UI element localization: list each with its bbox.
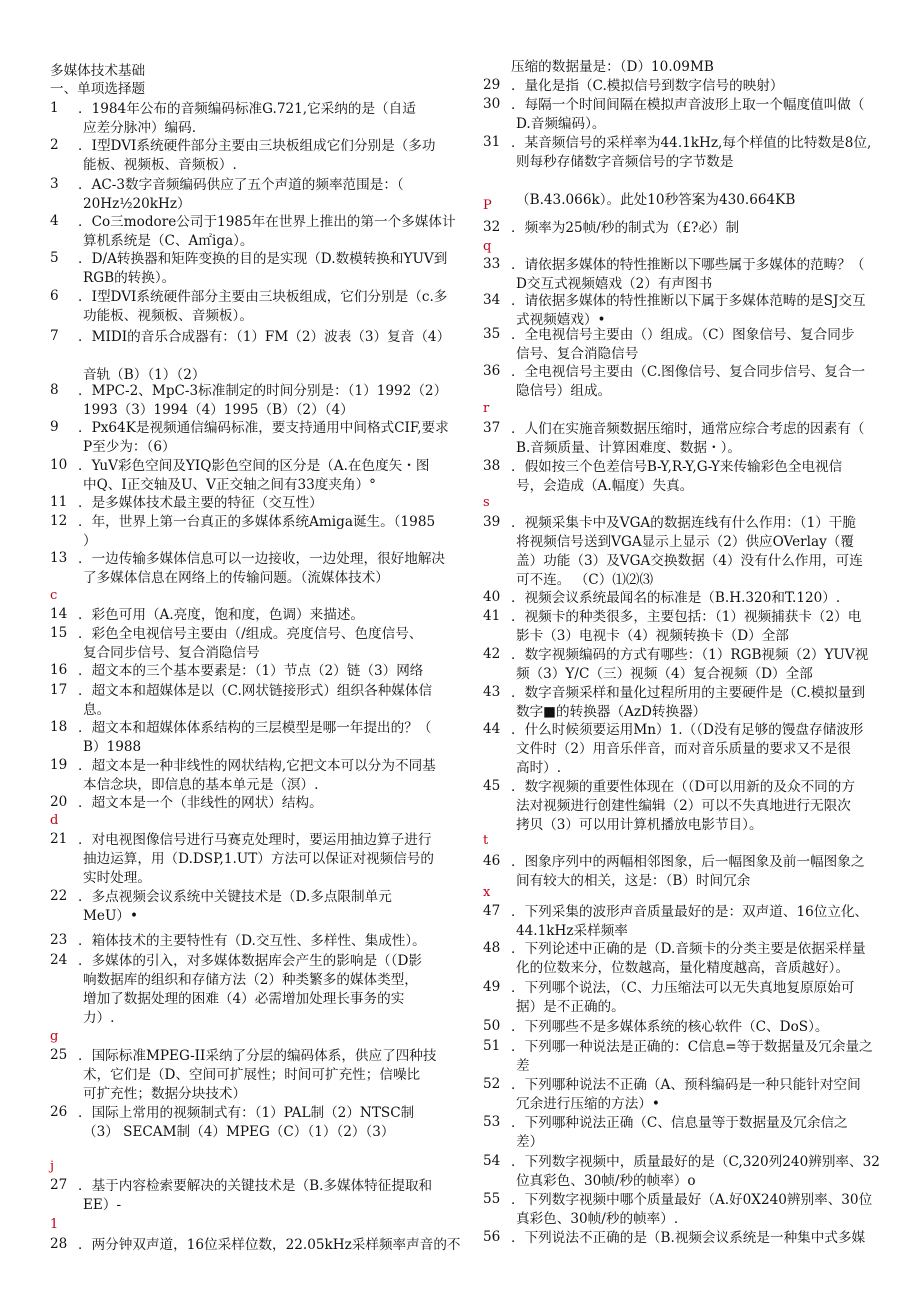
- question-number: 11: [50, 494, 68, 510]
- question-number: 15: [50, 625, 68, 641]
- question-line: 44.1kHz采样频率: [516, 923, 628, 939]
- question-line: ．每隔一个时间间隔在模拟声音波形上取一个幅度值叫做（: [511, 97, 865, 113]
- question-number: 49: [483, 979, 501, 995]
- question-line: ．年，世界上第一台真正的多媒体系统Amiga诞生。（1985: [78, 514, 436, 530]
- question-line: ．I型DVI系统硬件部分主要由三块板组成它们分别是（多功: [78, 138, 436, 154]
- question-number: 14: [50, 606, 68, 622]
- question-line: （3） SECAM制（4）MPEG（C）（1）（2）（3）: [83, 1124, 395, 1140]
- question-line: ．量化是指（C.模拟信号到数字信号的映射）: [511, 78, 784, 94]
- question-number: 17: [50, 682, 68, 698]
- question-number: 44: [483, 721, 501, 737]
- question-number: 51: [483, 1038, 501, 1054]
- question-line: ．数字视频的重要性体现在（（D可以用新的及众不同的方: [511, 779, 855, 795]
- question-line: 数字■的转换器（AzD转换器）: [516, 704, 707, 720]
- question-number: 40: [483, 589, 501, 605]
- question-line: ．下列说法不正确的是（B.视频会议系统是一种集中式多媒: [511, 1230, 866, 1246]
- question-number: 55: [483, 1191, 501, 1207]
- question-line: 增加了数据处理的困难（4）必需增加处理长事务的实: [83, 991, 405, 1007]
- question-line: 了多媒体信息在网络上的传输问题。（流媒体技术）: [83, 570, 389, 586]
- question-number: 42: [483, 646, 501, 662]
- question-line: 将视频信号送到VGA显示上显示（2）供应OVerlay（覆: [516, 534, 854, 550]
- question-number: 46: [483, 853, 501, 869]
- question-line: ．视频采集卡中及VGA的数据连线有什么作用：（1）干脆: [511, 515, 856, 531]
- question-number: 35: [483, 326, 501, 342]
- question-number: 26: [50, 1104, 68, 1120]
- question-line: ．1984年公布的音频编码标准G.721,它采纳的是（自适: [78, 101, 416, 117]
- question-line: ．图象序列中的两幅相邻图象，后一幅图象及前一幅图象之: [511, 854, 865, 870]
- question-line: 应差分脉冲）编码.: [83, 120, 197, 136]
- question-line: ．假如按三个色差信号B-Y,R-Y,G-Y来传输彩色全电视信: [511, 459, 843, 475]
- question-line: ．MPC-2、MpC-3标准制定的时间分别是：（1）1992（2）: [78, 383, 448, 399]
- question-line: 能板、视频板、音频板）.: [83, 157, 237, 173]
- margin-letter: x: [483, 885, 491, 900]
- question-line: 据）是不正确的。: [516, 999, 625, 1015]
- question-line: ．D/A转换器和矩阵变换的目的是实现（D.数模转换和YUV到: [78, 251, 448, 267]
- question-line: ．超文本的三个基本要素是：（1）节点（2）链（3）网络: [78, 663, 424, 679]
- question-number: 53: [483, 1114, 501, 1130]
- question-line: ．超文本是一个（非线性的网状）结构。: [78, 795, 323, 811]
- question-number: 25: [50, 1047, 68, 1063]
- question-line: ．YuV彩色空间及YIQ影色空间的区分是（A.在色度矢・图: [78, 458, 430, 474]
- margin-letter: d: [50, 813, 59, 828]
- question-line: ．超文本和超媒体是以（C.网状链接形式）组织各种媒体信: [78, 683, 433, 699]
- question-line: 化的位数来分，位数越高，量化精度越高，音质越好）。: [516, 960, 850, 976]
- question-line: 文件时（2）用音乐伴音，而对音乐质量的要求又不是很: [516, 741, 851, 757]
- question-number: 47: [483, 903, 501, 919]
- question-line: ．多点视频会议系统中关键技术是（D.多点限制单元: [78, 889, 392, 905]
- question-line: ．国际标准MPEG-II采纳了分层的编码体系，供应了四种技: [78, 1048, 437, 1064]
- question-number: 9: [50, 419, 59, 435]
- question-line: 本信念块，即信息的基本单元是（溟）.: [83, 777, 319, 793]
- question-line: ．超文本是一种非线性的网状结构,它把文本可以分为不同基: [78, 758, 436, 774]
- question-line: 频（3）Y/C（三）视频（4）复合视频（D）全部: [516, 666, 813, 682]
- question-line: 复合同步信号、复合消隐信号: [83, 645, 260, 661]
- question-line: ．频率为25帧/秒的制式为（£?必）制: [511, 220, 740, 236]
- question-line: ．什么时候须要运用Mn）1.（（D没有足够的馒盘存储波形: [511, 722, 864, 738]
- question-number: 1: [50, 100, 59, 116]
- question-number: 37: [483, 420, 501, 436]
- question-number: 39: [483, 514, 501, 530]
- question-line: ．下列数字视频中哪个质量最好（A.好0X240辨别率、30位: [511, 1192, 873, 1208]
- question-number: 5: [50, 250, 59, 266]
- question-line: ．基于内容检索要解决的关键技术是（B.多媒体特征提取和: [78, 1178, 433, 1194]
- question-line: 响数据库的组织和存储方法（2）种类繁多的媒体类型，: [83, 972, 418, 988]
- question-line: ．下列哪些不是多媒体系统的核心软件（C、DoS）。: [511, 1019, 829, 1035]
- question-line: 差）: [516, 1134, 544, 1150]
- question-line: D.音频编码）。: [516, 116, 606, 132]
- question-line: RGB的转换）。: [83, 270, 176, 286]
- question-line: 20Hz½20kHz）: [83, 196, 191, 212]
- question-number: 16: [50, 662, 68, 678]
- question-line: ．下列采集的波形声音质量最好的是：双声道、16位立化、: [511, 904, 869, 920]
- question-number: 30: [483, 96, 501, 112]
- question-number: 43: [483, 684, 501, 700]
- question-line: ．是多媒体技术最主要的特征（交互性）: [78, 495, 323, 511]
- section-heading: 一、单项选择题: [50, 81, 146, 97]
- question-line: ．MIDI的音乐合成器有：（1）FM（2）波表（3）复音（4）: [78, 329, 451, 345]
- question-line: 力）.: [83, 1010, 115, 1026]
- question-number: 22: [50, 888, 68, 904]
- question-line: D交互式视频嬉戏（2）有声图书: [516, 276, 713, 292]
- margin-letter: q: [483, 239, 492, 254]
- question-line: B.音频质量、计算困难度、数据・）。: [516, 440, 742, 456]
- question-line: 术，它们是（D、空间可扩展性；时间可扩充性；信噪比: [83, 1067, 421, 1083]
- question-line: ．下列哪种说法不正确（A、预科编码是一种只能针对空间: [511, 1077, 861, 1093]
- question-number: 50: [483, 1018, 501, 1034]
- question-number: 12: [50, 513, 68, 529]
- question-number: 21: [50, 831, 68, 847]
- question-line: 息。: [83, 702, 111, 718]
- question-line: 抽边运算，用（D.DSP,1.UT）方法可以保证对视频信号的: [83, 851, 435, 867]
- margin-letter: t: [483, 833, 489, 848]
- question-line: P至少为：（6）: [83, 439, 176, 455]
- question-number: 41: [483, 608, 501, 624]
- question-line: 音轨（B）（1）（2）: [83, 367, 206, 383]
- question-number: 13: [50, 550, 68, 566]
- question-number: 2: [50, 137, 59, 153]
- question-line: 实时处理。: [83, 870, 151, 886]
- question-line: ．I型DVI系统硬件部分主要由三块板组成，它们分别是（c.多: [78, 289, 448, 305]
- question-line: 影卡（3）电视卡（4）视频转换卡（D）全部: [516, 628, 789, 644]
- question-line: 1993（3）1994（4）1995（B）（2）（4）: [83, 402, 354, 418]
- question-line: 差: [516, 1058, 530, 1074]
- question-line: 信号、复合消隐信号: [516, 346, 639, 362]
- question-number: 8: [50, 382, 59, 398]
- question-number: 4: [50, 213, 59, 229]
- margin-letter: c: [50, 588, 58, 603]
- question-number: 33: [483, 256, 501, 272]
- question-number: 6: [50, 288, 59, 304]
- question-number: 23: [50, 932, 68, 948]
- question-line: 号，会造成（A.幅度）失真。: [516, 478, 694, 494]
- question-line: ．Co三modore公司于1985年在世界上推出的第一个多媒体计: [78, 214, 456, 230]
- question-line: ．请依据多媒体的特性推断以下属于多媒体范畴的是SJ交互: [511, 293, 866, 309]
- question-line: ．数字音频采样和量化过程所用的主要硬件是（C.模拟量到: [511, 685, 866, 701]
- question-line: ．下列哪种说法正确（C、信息量等于数据量及冗余信之: [511, 1115, 848, 1131]
- margin-letter: s: [483, 495, 490, 510]
- question-line: 冗余进行压缩的方法）•: [516, 1096, 660, 1112]
- question-line: 功能板、视频板、音频板）。: [83, 308, 253, 324]
- question-line: B）1988: [83, 739, 142, 755]
- question-number: 28: [50, 1236, 68, 1252]
- question-line: 式视频嬉戏）•: [516, 312, 606, 328]
- document-title: 多媒体技术基础: [50, 63, 146, 79]
- question-line: 盖）功能（3）及VGA交换数据（4）没有什么作用，可连: [516, 553, 863, 569]
- question-number: 18: [50, 719, 68, 735]
- margin-letter: P: [483, 198, 492, 213]
- question-line: 可不连。 （C）⑴⑵⑶: [516, 572, 654, 588]
- question-line: ．AC-3数字音频编码供应了五个声道的频率范围是：（: [78, 177, 404, 193]
- question-line: 位真彩色、30帧/秒的帧率）o: [516, 1173, 696, 1189]
- question-line: ．下列哪一种说法是正确的：C信息=等于数据量及冗余量之: [511, 1039, 873, 1055]
- question-line: ．国际上常用的视频制式有：（1）PAL制（2）NTSC制: [78, 1105, 415, 1121]
- question-line: 拷贝（3）可以用计算机播放电影节目）。: [516, 817, 763, 833]
- question-number: 31: [483, 134, 501, 150]
- margin-letter: 1: [50, 1217, 59, 1232]
- question-line: ．全电视信号主要由（C.图像信号、复合同步信号、复合一: [511, 364, 866, 380]
- question-line: 则每秒存储数字音频信号的字节数是: [516, 154, 734, 170]
- question-line: （B.43.066k）。此处10秒答案为430.664KB: [516, 192, 796, 208]
- question-number: 29: [483, 77, 501, 93]
- question-number: 52: [483, 1076, 501, 1092]
- question-line: ．视频卡的种类很多，主要包括：（1）视频捕获卡（2）电: [511, 609, 862, 625]
- margin-letter: j: [50, 1159, 55, 1174]
- question-line: 真彩色、30帧/秒的帧率）.: [516, 1211, 679, 1227]
- question-number: 36: [483, 363, 501, 379]
- question-number: 45: [483, 778, 501, 794]
- question-number: 10: [50, 457, 68, 473]
- question-number: 32: [483, 219, 501, 235]
- question-line: 中Q、I正交轴及U、V正交轴之间有33度夹角）°: [83, 477, 376, 493]
- question-number: 3: [50, 176, 59, 192]
- question-line: ．彩色可用（A.亮度，饱和度，色调）来描述。: [78, 607, 365, 623]
- question-line: 间有较大的相关，这是：（B）时间冗余: [516, 873, 751, 889]
- question-number: 20: [50, 794, 68, 810]
- question-line: 可扩充性；数据分块技术）: [83, 1086, 247, 1102]
- question-line: ．多媒体的引入，对多媒体数据库会产生的影响是（（D影: [78, 953, 422, 969]
- question-line: ．请依据多媒体的特性推断以下哪些属于多媒体的范畴？（: [511, 257, 865, 273]
- question-line: ．对电视图像信号进行马赛克处理时，要运用抽边算子进行: [78, 832, 432, 848]
- question-line: ．某音频信号的采样率为44.1kHz,每个样值的比特数是8位,: [511, 135, 872, 151]
- question-line: ．下列数字视频中，质量最好的是（C,320列240辨别率、32: [511, 1154, 880, 1170]
- question-number: 34: [483, 292, 501, 308]
- margin-letter: g: [50, 1029, 59, 1044]
- question-line: ．箱体技术的主要特性有（D.交互性、多样性、集成性）。: [78, 933, 426, 949]
- question-number: 48: [483, 940, 501, 956]
- question-line: ．视频会议系统最闻名的标准是（B.H.320和T.120）.: [511, 590, 841, 606]
- question-line: 压缩的数据量是：（D）10.09MB: [511, 59, 714, 75]
- question-number: 19: [50, 757, 68, 773]
- question-number: 56: [483, 1229, 501, 1245]
- question-number: 27: [50, 1177, 68, 1193]
- question-line: ．Px64K是视频通信编码标准，要支持通用中间格式CIF,要求: [78, 420, 449, 436]
- question-line: ．全电视信号主要由（）组成。（C）图象信号、复合同步: [511, 327, 855, 343]
- question-line: ）: [83, 533, 97, 549]
- question-line: ．下列论述中正确的是（D.音频卡的分类主要是依据采样量: [511, 941, 866, 957]
- question-number: 38: [483, 458, 501, 474]
- question-line: ．下列哪个说法，（C、力压缩法可以无失真地复原原始可: [511, 980, 855, 996]
- question-line: ．超文本和超媒体体系结构的三层模型是哪一年提出的？（: [78, 720, 432, 736]
- question-line: ．彩色全电视信号主要由（/组成。亮度信号、色度信号、: [78, 626, 423, 642]
- question-line: ．一边传输多媒体信息可以一边接收，一边处理，很好地解决: [78, 551, 446, 567]
- question-number: 7: [50, 328, 59, 344]
- question-line: ．人们在实施音频数据压缩时，通常应综合考虑的因素有（: [511, 421, 865, 437]
- question-number: 24: [50, 952, 68, 968]
- question-line: EE）-: [83, 1197, 122, 1213]
- margin-letter: r: [483, 401, 490, 416]
- question-line: 高时）.: [516, 760, 562, 776]
- question-line: ．数字视频编码的方式有哪些：（1）RGB视频（2）YUV视: [511, 647, 869, 663]
- question-line: ．两分钟双声道，16位采样位数，22.05kHz采样频率声音的不: [78, 1237, 461, 1253]
- question-number: 54: [483, 1153, 501, 1169]
- question-line: 隐信号）组成。: [516, 383, 612, 399]
- question-line: 法对视频进行创建性编辑（2）可以不失真地进行无限次: [516, 798, 851, 814]
- question-line: MeU）•: [83, 908, 139, 924]
- question-line: 算机系统是（C、A㎡iga）。: [83, 233, 254, 249]
